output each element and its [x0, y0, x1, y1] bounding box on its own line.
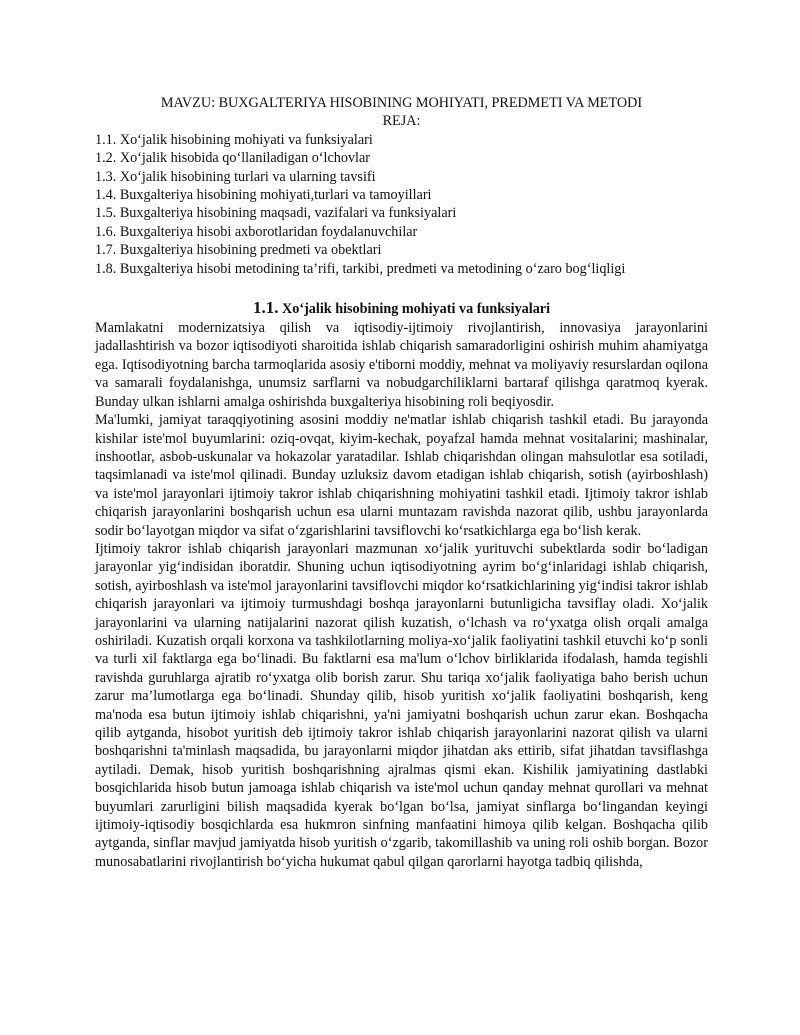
section-heading: [95, 298, 708, 319]
document-title: MAVZU: BUXGALTERIYA HISOBINING MOHIYATI, PREDMETI VA METODI: [160, 95, 643, 111]
plan-label: REJA:: [382, 113, 421, 130]
plan-item: 1.8. Buxgalteriya hisobi metodining ta’rifi, tarkibi, predmeti va metodining o‘zaro bog‘liqligi: [95, 260, 626, 277]
plan-list: [95, 131, 708, 278]
document-page: [95, 94, 708, 871]
plan-item: 1.3. Xo‘jalik hisobining turlari va ularning tavsifi: [95, 168, 376, 185]
plan-item: 1.6. Buxgalteriya hisobi axborotlaridan foydalanuvchilar: [95, 223, 418, 240]
plan-item: 1.7. Buxgalteriya hisobining predmeti va obektlari: [95, 242, 382, 259]
plan-item: 1.4. Buxgalteriya hisobining mohiyati,turlari va tamoyillari: [95, 187, 432, 204]
plan-item: 1.2. Xo‘jalik hisobida qo‘llaniladigan o‘lchovlar: [95, 150, 371, 167]
body-paragraph: Ijtimoiy takror ishlab chiqarish jarayonlari mazmunan xo‘jalik yurituvchi subektlarda sodir bo‘ladigan jarayonlar yig‘indisidan iboratdir. Shuning uchun iqtisodiyotning ayrim bo‘g‘inlaridagi ishlab chiqarish, sotish, ayirboshlash va iste'mol jarayonlarini tavsiflovchi miqdor ko‘rsatkichlarining yig‘indisi takror ishlab chiqarish jarayonlari va ijtimoiy turmushdagi boshqa jarayonlarni butunligicha tavsiflay oladi. Xo‘jalik jarayonlarini va ularning natijalarini nazorat qilish kuzatish, o‘lchash va ro‘yxatga olish orqali amalga oshiriladi. Kuzatish orqali korxona va tashkilotlarning moliya-xo‘jalik faoliyatini tashkil etuvchi ko‘p sonli va turli xil faktlarga ega bo‘linadi. Bu faktlarni esa ma'lum o‘lchov birliklarida ifodalash, hamda tegishli ravishda guruhlarga ajratib ro‘yxatga olib borish zarur. Shu tariqa xo‘jalik faoliyatiga baho berish uchun zarur ma’lumotlarga ega bo‘linadi. Shunday qilib, hisob yuritish xo‘jalik faoliyatini boshqarish, keng ma'noda esa butun ijtimoiy ishlab chiqarishni, ya'ni jamiyatni boshqarish uchun zarur ekan. Boshqacha qilib aytganda, hisobot yuritish deb ijtimoiy takror ishlab chiqarish jarayonlarini nazorat qilish va ularni boshqarishni ta'minlash maqsadida, bu jarayonlarni miqdor jihatdan aks ettirib, sifat jihatdan tavsiflashga aytiladi. Demak, hisob yuritish boshqarishning ajralmas qismi ekan. Kishilik jamiyatining dastlabki bosqichlarida hisob butun jamoaga ishlab chiqarish va iste'mol uchun qanday mehnat qurollari va mehnat buyumlari zarurligini bilish maqsadida kyerak bo‘lgan bo‘lsa, jamiyat sinflarga bo‘lingandan keyingi ijtimoiy-iqtisodiy bosqichlarda esa hukmron sinfning manfaatini himoya qilib kelgan. Boshqacha qilib aytganda, sinflar mavjud jamiyatda hisob yuritish o‘zgarib, takomillashib va uning roli oshib borgan. Bozor munosabatlarini rivojlantirish bo‘yicha hukumat qabul qilgan qarorlarni hayotga tadbiq qilishda,: [95, 540, 708, 870]
body-paragraph: Ma'lumki, jamiyat taraqqiyotining asosini moddiy ne'matlar ishlab chiqarish tashkil etadi. Bu jarayonda kishilar iste'mol buyumlarini: oziq-ovqat, kiyim-kechak, poyafzal hamda mehnat vositalarini; mashinalar, inshootlar, asbob-uskunalar va hokazolar yaratadilar. Ishlab chiqarishdan olingan mahsulotlar esa sotiladi, taqsimlanadi va iste'mol qilinadi. Bunday uzluksiz davom etadigan ishlab chiqarish, sotish (ayirboshlash) va iste'mol jarayonlari ijtimoiy takror ishlab chiqarishning mohiyatini tashkil etadi. Ijtimoiy takror ishlab chiqarish jarayonlarini boshqarish uchun esa ularni muntazam ravishda nazorat qilib, ushbu jarayonlarda sodir bo‘layotgan miqdor va sifat o‘zgarishlarini tavsiflovchi ko‘rsatkichlarga ega bo‘lish kerak.: [95, 412, 708, 539]
body-paragraph: Mamlakatni modernizatsiya qilish va iqtisodiy-ijtimoiy rivojlantirish, innovasiya jarayonlarini jadallashtirish va bozor iqtisodiyoti sharoitida ishlab chiqarish samaradorligini oshirish muhim ahamiyatga ega. Iqtisodiyotning barcha tarmoqlarida asosiy e'tiborni moddiy, mehnat va moliyaviy resurslardan oqilona va samarali foydalanishga, unumsiz sarflarni va nobudgarchiliklarni bartaraf qilishga qaratmoq kyerak. Bunday ulkan ishlarni amalga oshirishda buxgalteriya hisobining roli beqiyosdir.: [95, 320, 708, 410]
section-title: Xo‘jalik hisobining mohiyati va funksiyalari: [282, 301, 551, 318]
plan-item: 1.1. Xo‘jalik hisobining mohiyati va funksiyalari: [95, 131, 373, 148]
section-number: 1.1.: [252, 298, 279, 318]
plan-item: 1.5. Buxgalteriya hisobining maqsadi, vazifalari va funksiyalari: [95, 205, 457, 222]
